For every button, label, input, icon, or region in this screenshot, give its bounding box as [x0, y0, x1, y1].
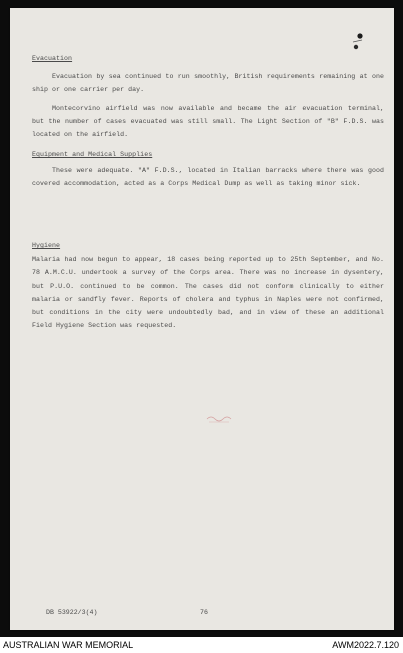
hygiene-paragraph-1: Malaria had now begun to appear, 18 cases being reported up to 25th September, and No. 78 A.M.C.U. undertook a survey of the Corps area. There was no increase in dysentery, but P.U.O. continued to be common. The cases did not conform clinically to either malaria or sandfly fever. Reports of cholera and typhus in Naples were not confirmed, but conditions in the city were undoubtedly bad, and in view of these an additional Field Hygiene Section was requested.: [32, 256, 384, 330]
faint-stamp-mark: [205, 414, 233, 424]
section-heading-hygiene: Hygiene: [32, 242, 61, 249]
section-heading-evacuation: Evacuation: [32, 55, 73, 62]
section-heading-equipment: Equipment and Medical Supplies: [32, 151, 153, 158]
evacuation-section: [32, 52, 384, 141]
evacuation-paragraph-1: Evacuation by sea continued to run smoothly, British requirements remaining at one ship or one carrier per day.: [32, 73, 384, 94]
document-page: [10, 8, 394, 630]
footer-catalog-id: AWM2022.7.120: [332, 640, 399, 650]
punch-hole-mark: [350, 30, 366, 52]
document-reference-number: DB 53922/3(4): [46, 609, 98, 616]
equipment-paragraph-1: These were adequate. "A" F.D.S., located in Italian barracks where there was good covered accommodation, acted as a Corps Medical Dump as well as taking minor sick.: [32, 167, 384, 188]
equipment-section: [32, 148, 384, 191]
page-number: 76: [200, 609, 208, 616]
evacuation-paragraph-2: Montecorvino airfield was now available and became the air evacuation terminal, but the number of cases evacuated was still small. The Light Section of "B" F.D.S. was located on the airfield.: [32, 104, 384, 139]
footer-institution-label: AUSTRALIAN WAR MEMORIAL: [3, 640, 134, 650]
archive-footer: [0, 637, 403, 653]
hygiene-section: [32, 239, 384, 332]
